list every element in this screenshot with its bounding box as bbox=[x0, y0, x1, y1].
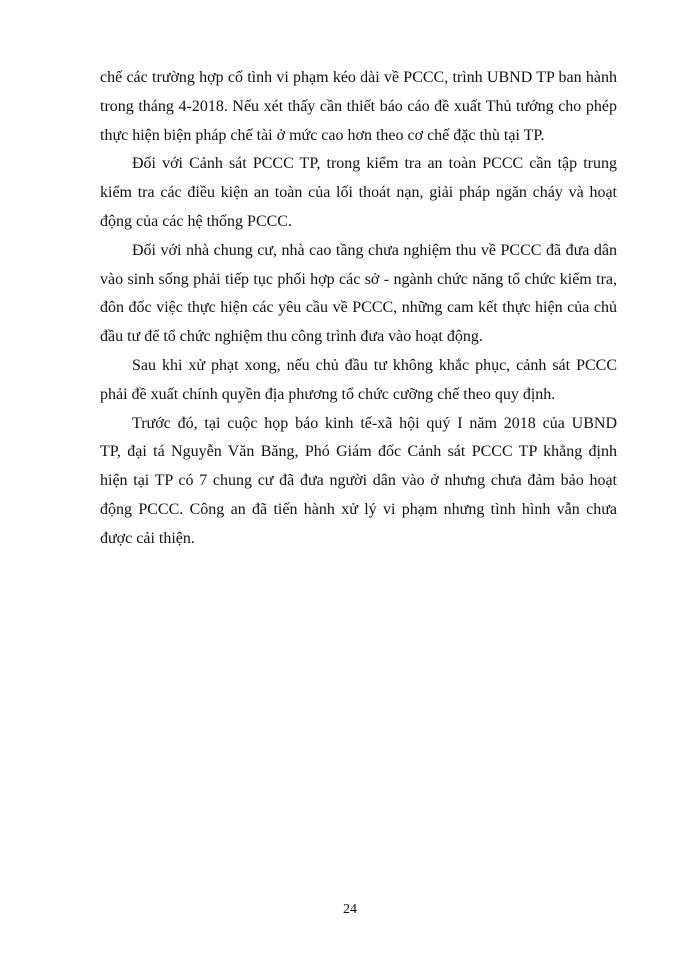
paragraph-line: Đối với nhà chung cư, nhà cao tầng chưa nghiệm thu về PCCC đã đưa dân bbox=[132, 241, 617, 259]
paragraph-2 bbox=[100, 150, 617, 236]
paragraph-line: trong tháng 4-2018. Nếu xét thấy cần thiết báo cáo đề xuất Thủ tướng cho phép bbox=[100, 97, 617, 115]
paragraph-line: thực hiện biện pháp chế tài ở mức cao hơn theo cơ chế đặc thù tại TP. bbox=[100, 126, 545, 144]
page-number: 24 bbox=[343, 902, 357, 917]
paragraph-line: hiện tại TP có 7 chung cư đã đưa người dân vào ở nhưng chưa đảm bảo hoạt bbox=[100, 472, 617, 490]
paragraph-line: đôn đốc việc thực hiện các yêu cầu về PCCC, những cam kết thực hiện của chủ bbox=[100, 299, 617, 317]
paragraph-line: kiểm tra các điều kiện an toàn của lối thoát nạn, giải pháp ngăn cháy và hoạt bbox=[100, 184, 617, 202]
paragraph-line: động PCCC. Công an đã tiến hành xử lý vi phạm nhưng tình hình vẫn chưa bbox=[100, 500, 617, 518]
paragraph-line: động của các hệ thống PCCC. bbox=[100, 212, 292, 230]
paragraph-line: chế các trường hợp cố tình vi phạm kéo dài về PCCC, trình UBND TP ban hành bbox=[100, 69, 617, 86]
paragraph-line: TP, đại tá Nguyễn Văn Băng, Phó Giám đốc Cảnh sát PCCC TP khẳng định bbox=[100, 443, 617, 461]
paragraph-5 bbox=[100, 410, 617, 554]
paragraph-line: được cải thiện. bbox=[100, 529, 195, 547]
paragraph-line: vào sinh sống phải tiếp tục phối hợp các sở - ngành chức năng tổ chức kiểm tra, bbox=[100, 270, 617, 288]
paragraph-line: phải đề xuất chính quyền địa phương tổ chức cưỡng chế theo quy định. bbox=[100, 385, 556, 403]
paragraph-4 bbox=[100, 352, 617, 410]
paragraph-line: đầu tư để tổ chức nghiệm thu công trình đưa vào hoạt động. bbox=[100, 328, 483, 346]
paragraph-1 bbox=[100, 64, 617, 150]
paragraph-line: Đối với Cảnh sát PCCC TP, trong kiểm tra an toàn PCCC cần tập trung bbox=[132, 155, 617, 173]
paragraph-3 bbox=[100, 237, 617, 352]
document-body bbox=[100, 64, 617, 554]
paragraph-line: Sau khi xử phạt xong, nếu chủ đầu tư không khắc phục, cảnh sát PCCC bbox=[132, 356, 617, 374]
paragraph-line: Trước đó, tại cuộc họp báo kinh tế-xã hội quý I năm 2018 của UBND bbox=[132, 414, 617, 432]
